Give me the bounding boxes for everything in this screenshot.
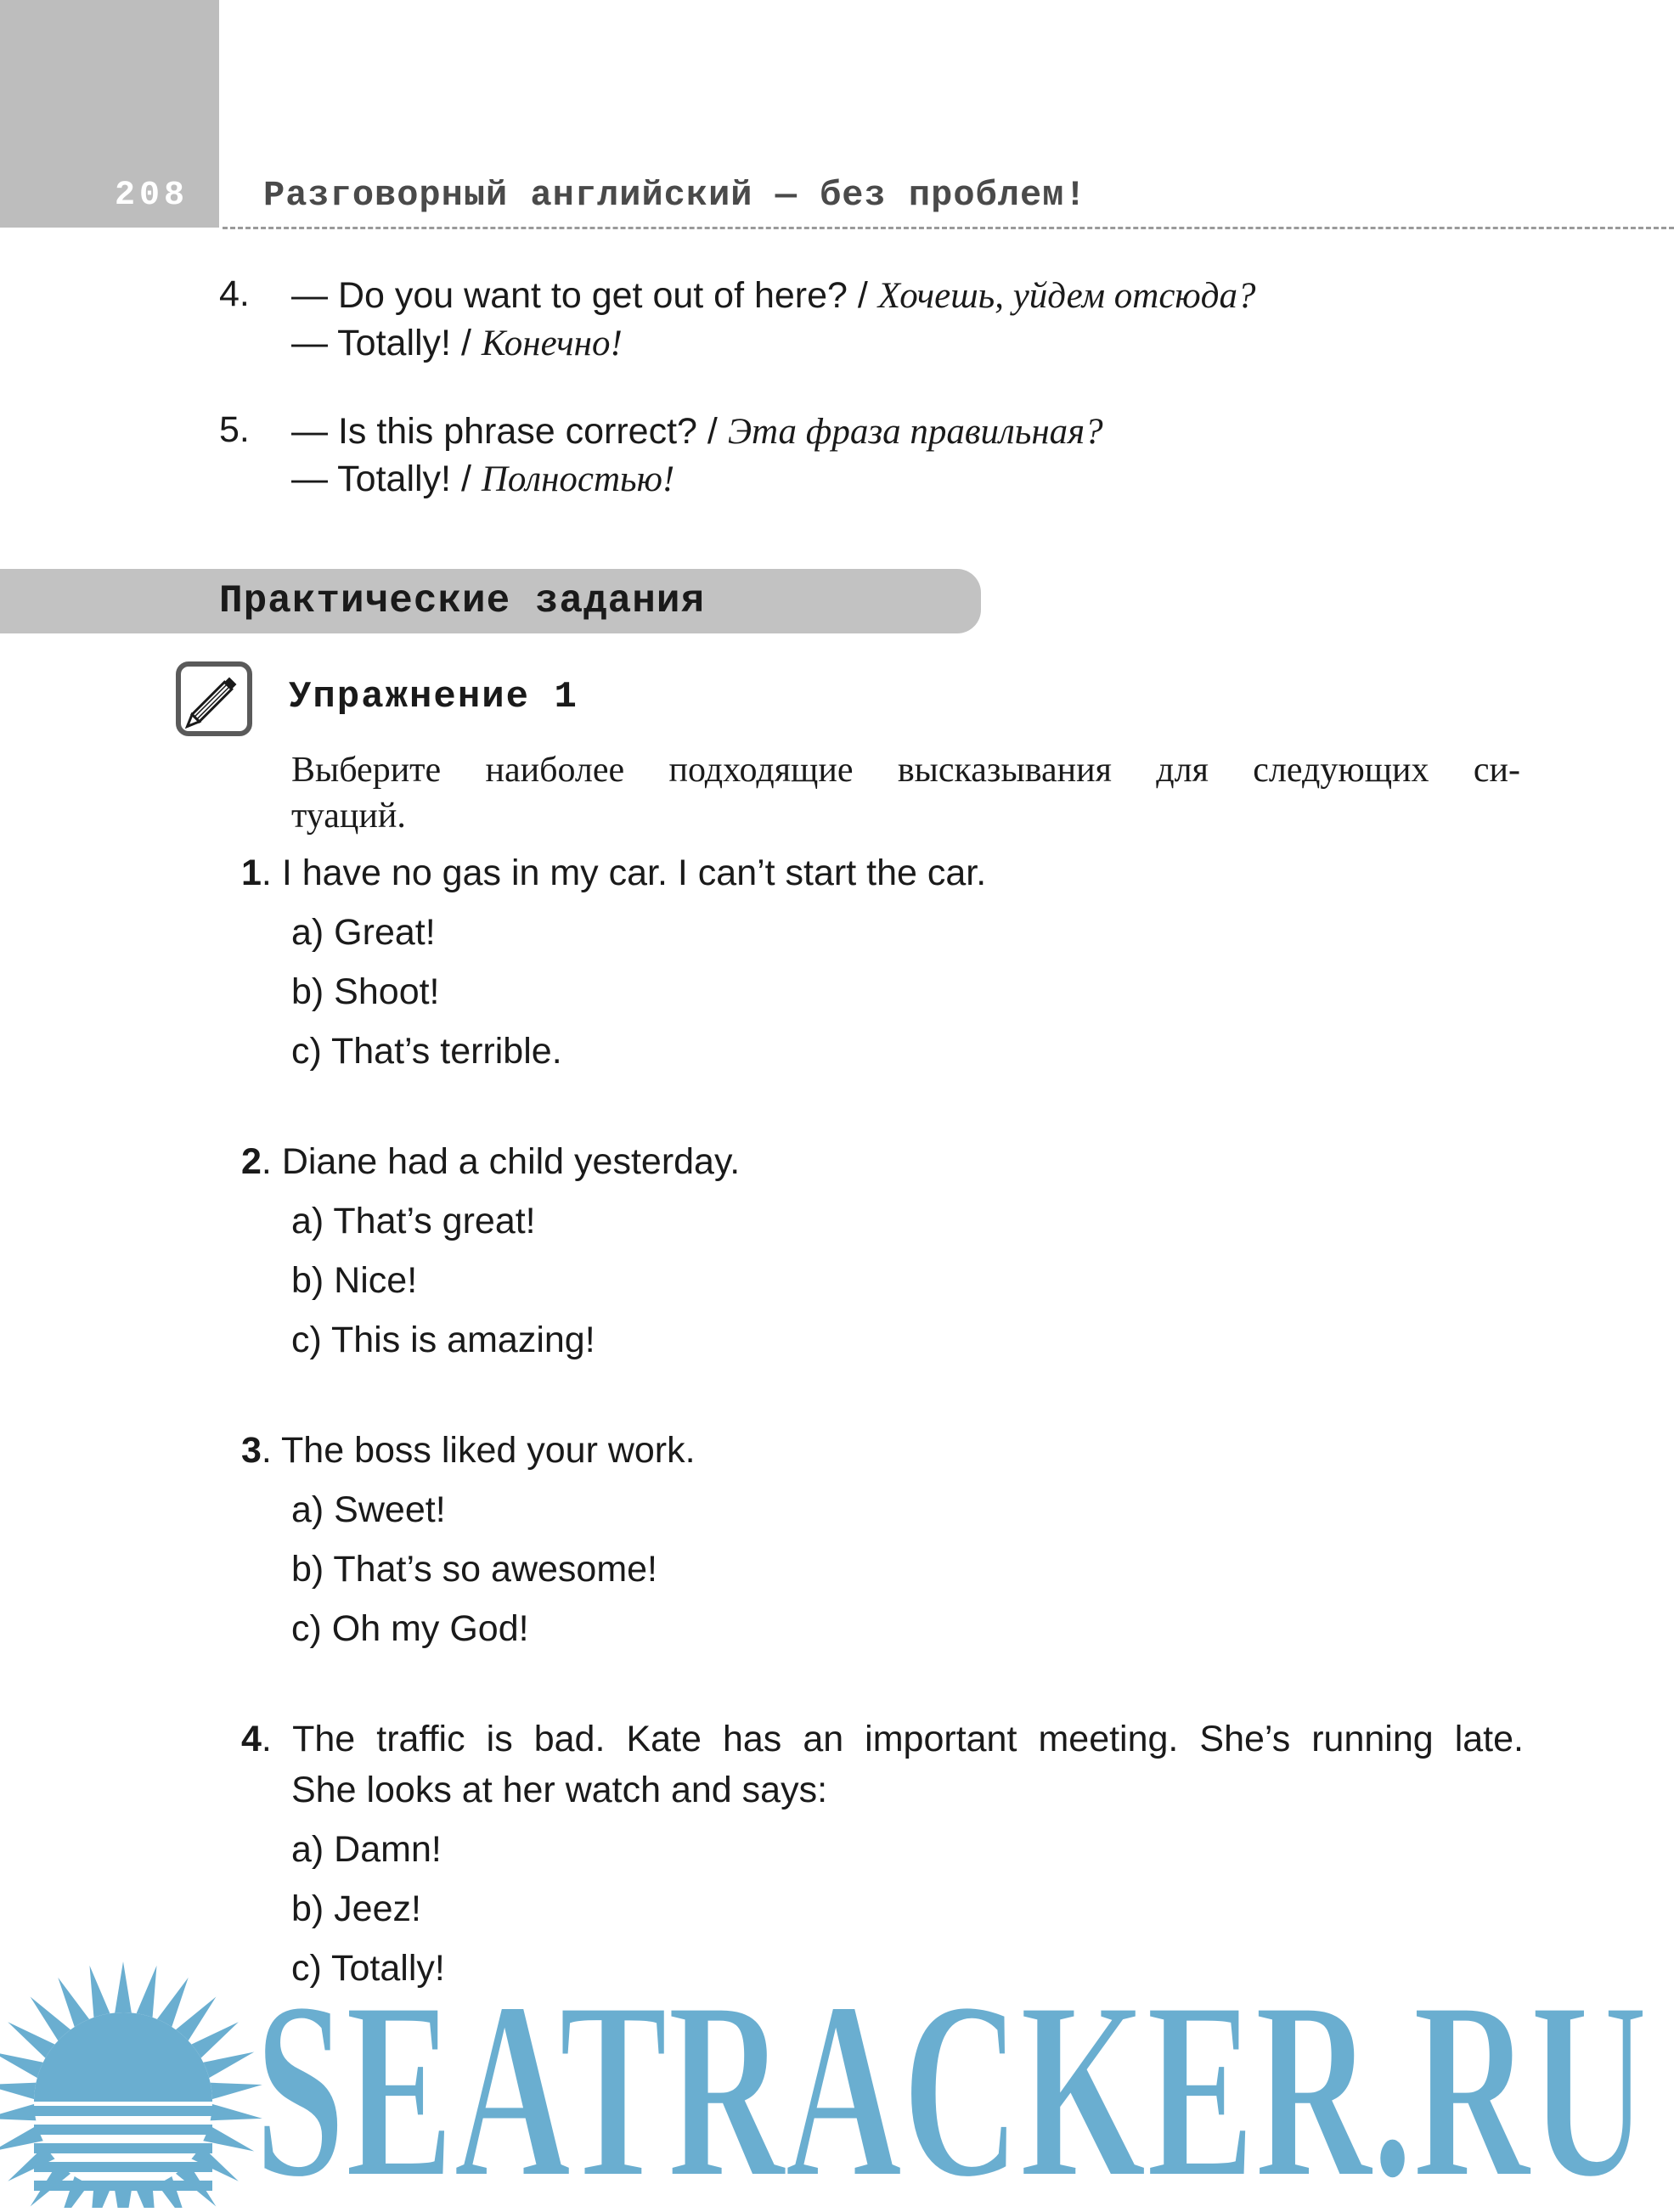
sun-stripe xyxy=(34,2125,212,2135)
answer-option: b) Jeez! xyxy=(291,1888,421,1929)
question-text: 3. The boss liked your work. xyxy=(241,1430,696,1471)
dialogue-line xyxy=(291,457,674,502)
russian-translation: Конечно! xyxy=(481,324,623,363)
watermark-graphic xyxy=(0,1953,1674,2208)
answer-option: b) Shoot! xyxy=(291,971,440,1012)
section-title: Практические задания xyxy=(219,579,706,623)
answer-option: a) Sweet! xyxy=(291,1489,446,1530)
answer-option: b) That’s so awesome! xyxy=(291,1549,658,1590)
instruction-line: Выберите наиболее подходящие высказывания для следующих си- xyxy=(291,751,1520,790)
answer-option: b) Nice! xyxy=(291,1260,418,1301)
answer-option: a) Great! xyxy=(291,912,436,953)
english-phrase: — Totally! xyxy=(291,459,451,499)
russian-translation: Хочешь, уйдем отсюда? xyxy=(877,276,1256,316)
sun-stripe xyxy=(34,2106,212,2116)
instruction-line: туаций. xyxy=(291,796,406,836)
running-title: Разговорный английский — без проблем! xyxy=(263,175,1087,216)
dialogue-number: 4. xyxy=(219,273,250,314)
page-number: 208 xyxy=(115,177,189,215)
dialogue-line xyxy=(291,409,1103,454)
question-text: 4. The traffic is bad. Kate has an important meeting. She’s running late. xyxy=(241,1719,1524,1759)
sun-stripe xyxy=(34,2162,212,2172)
russian-translation: Эта фраза правильная? xyxy=(727,412,1103,452)
answer-option: c) Totally! xyxy=(291,1948,445,1989)
answer-option: c) This is amazing! xyxy=(291,1320,595,1360)
pencil-notepad-icon xyxy=(175,659,255,739)
exercise-title: Упражнение 1 xyxy=(289,676,578,718)
dialogue-number: 5. xyxy=(219,409,250,450)
exercise-instruction xyxy=(291,747,1520,839)
answer-option: c) That’s terrible. xyxy=(291,1031,562,1072)
sun-icon xyxy=(0,1962,262,2208)
separator: / xyxy=(696,411,728,452)
dialogue-item xyxy=(0,273,1674,375)
sun-stripe xyxy=(34,2181,212,2191)
header-divider xyxy=(223,227,1674,229)
english-phrase: — Do you want to get out of here? xyxy=(291,275,848,316)
question-text: 2. Diane had a child yesterday. xyxy=(241,1141,741,1182)
question-text: 1. I have no gas in my car. I can’t start the car. xyxy=(241,853,987,893)
watermark xyxy=(0,1953,1674,2208)
answer-option: c) Oh my God! xyxy=(291,1608,529,1649)
sun-stripe xyxy=(34,2143,212,2153)
english-phrase: — Totally! xyxy=(291,323,451,363)
separator: / xyxy=(451,323,482,363)
question-number: 4 xyxy=(241,1719,262,1759)
answer-option: a) Damn! xyxy=(291,1829,442,1870)
question-text-continued: She looks at her watch and says: xyxy=(291,1770,828,1810)
dialogue-line xyxy=(291,273,1256,318)
russian-translation: Полностью! xyxy=(481,459,675,499)
question-number: 1 xyxy=(241,853,262,893)
separator: / xyxy=(847,275,878,316)
dialogue-line xyxy=(291,321,623,366)
question-number: 2 xyxy=(241,1141,262,1182)
dialogue-item xyxy=(0,409,1674,511)
separator: / xyxy=(451,459,482,499)
watermark-text: SEATRACKER.RU xyxy=(255,1953,1648,2208)
question-number: 3 xyxy=(241,1430,262,1471)
english-phrase: — Is this phrase correct? xyxy=(291,411,697,452)
answer-option: a) That’s great! xyxy=(291,1201,536,1241)
